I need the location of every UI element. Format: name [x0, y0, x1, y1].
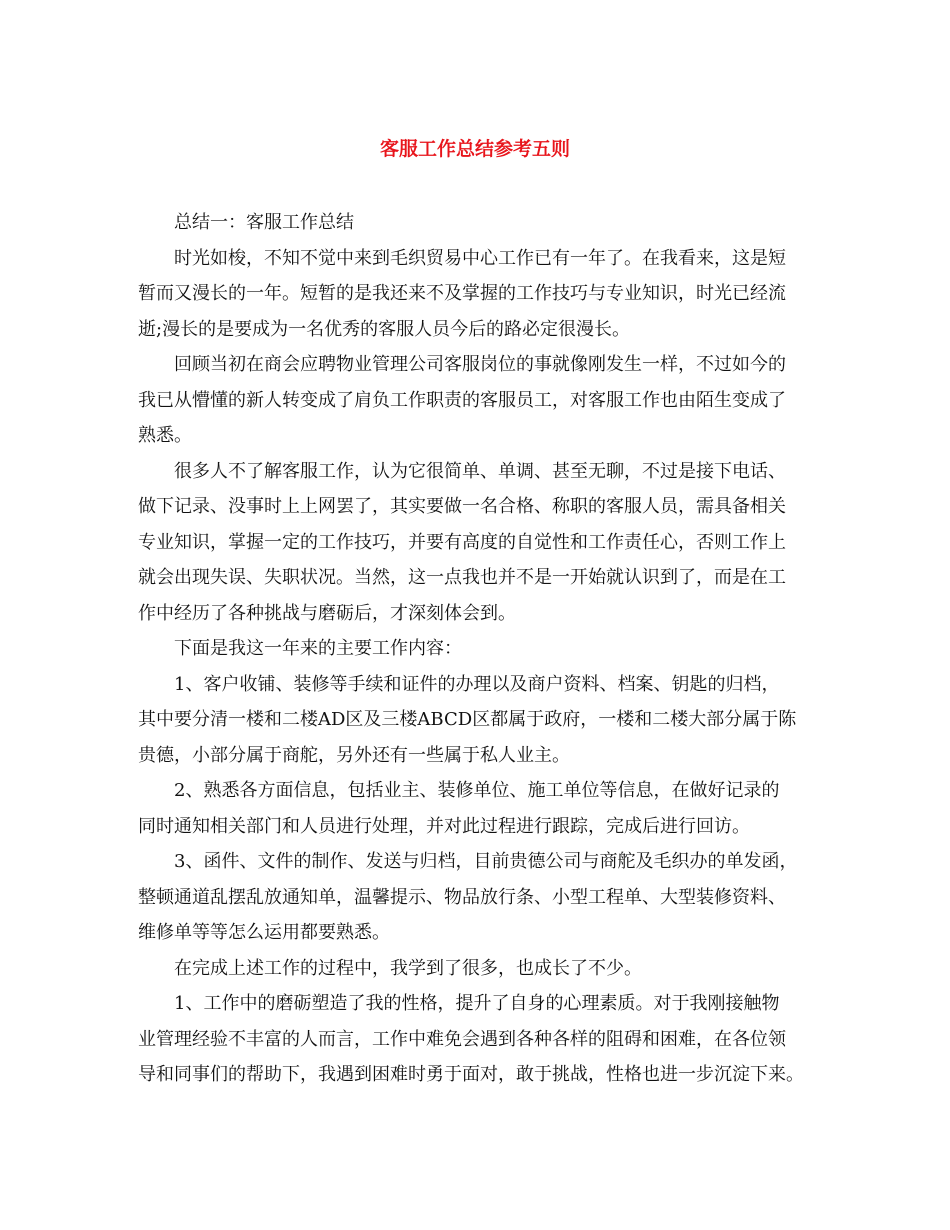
- text-line: 时光如梭，不知不觉中来到毛织贸易中心工作已有一年了。在我看来，这是短: [174, 247, 786, 269]
- document-body: [138, 205, 828, 1093]
- text-line: 就会出现失误、失职状况。当然，这一点我也并不是一开始就认识到了，而是在工: [138, 567, 786, 588]
- text-line: 回顾当初在商会应聘物业管理公司客服岗位的事就像刚发生一样，不过如今的: [174, 354, 786, 375]
- text-line: 导和同事们的帮助下，我遇到困难时勇于面对，敢于挑战，性格也进一步沉淀下来。: [138, 1064, 804, 1085]
- text-line: 业管理经验不丰富的人而言，工作中难免会遇到各种各样的阻碍和困难，在各位领: [138, 1028, 786, 1050]
- text-line: 3、函件、文件的制作、发送与归档，目前贵德公司与商舵及毛织办的单发函，: [174, 851, 798, 872]
- text-line: 1、客户收铺、装修等手续和证件的办理以及商户资料、档案、钥匙的归档，: [174, 673, 780, 695]
- text-line: 下面是我这一年来的主要工作内容：: [174, 638, 462, 659]
- text-line: 做下记录、没事时上上网罢了，其实要做一名合格、称职的客服人员，需具备相关: [138, 496, 786, 517]
- text-line: 维修单等等怎么运用都要熟悉。: [138, 922, 390, 943]
- text-line: 1、工作中的磨砺塑造了我的性格，提升了自身的心理素质。对于我刚接触物: [174, 993, 780, 1014]
- text-line: 逝;漫长的是要成为一名优秀的客服人员今后的路必定很漫长。: [138, 318, 631, 340]
- text-line: 2、熟悉各方面信息，包括业主、装修单位、施工单位等信息，在做好记录的: [174, 780, 780, 801]
- text-line: 在完成上述工作的过程中，我学到了很多，也成长了不少。: [174, 957, 642, 979]
- text-line: 贵德，小部分属于商舵，另外还有一些属于私人业主。: [138, 744, 570, 766]
- document-title: 客服工作总结参考五则: [379, 138, 570, 160]
- text-line: 暂而又漫长的一年。短暂的是我还来不及掌握的工作技巧与专业知识，时光已经流: [138, 283, 786, 304]
- text-line: 其中要分清一楼和二楼AD区及三楼ABCD区都属于政府，一楼和二楼大部分属于陈: [138, 709, 797, 730]
- text-line: 我已从懵懂的新人转变成了肩负工作职责的客服员工，对客服工作也由陌生变成了: [138, 389, 786, 411]
- text-line: 专业知识，掌握一定的工作技巧，并要有高度的自觉性和工作责任心，否则工作上: [138, 531, 786, 553]
- text-line: 整顿通道乱摆乱放通知单，温馨提示、物品放行条、小型工程单、大型装修资料、: [138, 886, 786, 908]
- text-line: 很多人不了解客服工作，认为它很简单、单调、甚至无聊，不过是接下电话、: [174, 460, 786, 482]
- text-line: 熟悉。: [138, 425, 192, 446]
- text-line: 作中经历了各种挑战与磨砺后，才深刻体会到。: [138, 602, 516, 624]
- text-line: 同时通知相关部门和人员进行处理，并对此过程进行跟踪，完成后进行回访。: [138, 815, 750, 837]
- text-line: 总结一：客服工作总结: [174, 212, 354, 233]
